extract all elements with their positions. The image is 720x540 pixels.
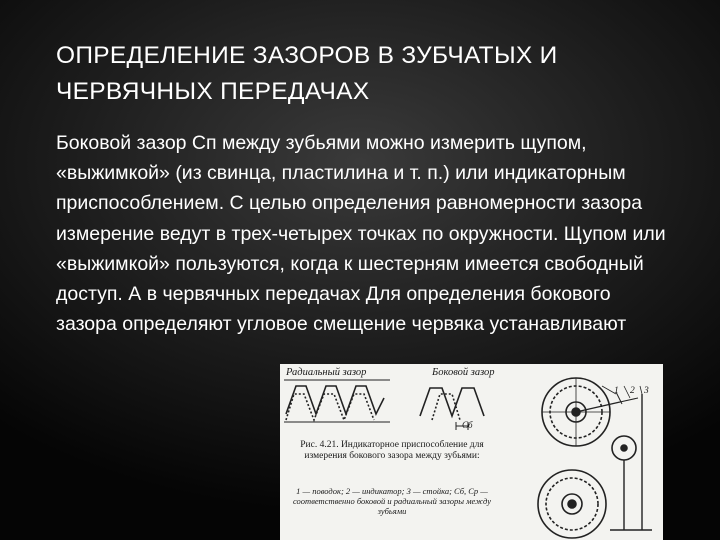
figure-caption-title: Рис. 4.21. Индикаторное приспособление для измерения бокового зазора между зубьями:	[300, 440, 484, 461]
side-gap-teeth-drawing	[420, 388, 484, 430]
slide-body-text: Боковой зазор Сп между зубьями можно измерить щупом, «выжимкой» (из свинца, пластилина и т. п.) или индикаторным приспособлением. С целью определения равномерности зазора измерение ведут в трех-четырех точках по окружности. Щупом или «выжимкой» пользуются, когда к шестерням имеется свободный доступ. А в червячных передачах Для определения бокового зазора определяют угловое смещение червяка устанавливают	[56, 132, 666, 336]
gear-pair-drawing	[538, 378, 652, 538]
side-gap-symbol: Cб	[462, 420, 473, 430]
callout-number-2: 2	[630, 386, 635, 396]
radial-gap-teeth-drawing	[284, 380, 390, 422]
callout-number-3: 3	[644, 386, 649, 396]
gear-clearance-figure	[280, 364, 663, 540]
figure-caption-legend: 1 — поводок; 2 — индикатор; 3 — стойка; Cб, Cр — соответственно боковой и радиальный зазоры между зубьями	[293, 486, 491, 516]
radial-gap-label: Радиальный зазор	[286, 367, 367, 378]
callout-number-1: 1	[614, 386, 619, 396]
slide-title: ОПРЕДЕЛЕНИЕ ЗАЗОРОВ В ЗУБЧАТЫХ И ЧЕРВЯЧНЫХ ПЕРЕДАЧАХ	[56, 42, 558, 105]
side-gap-label: Боковой зазор	[432, 367, 495, 378]
